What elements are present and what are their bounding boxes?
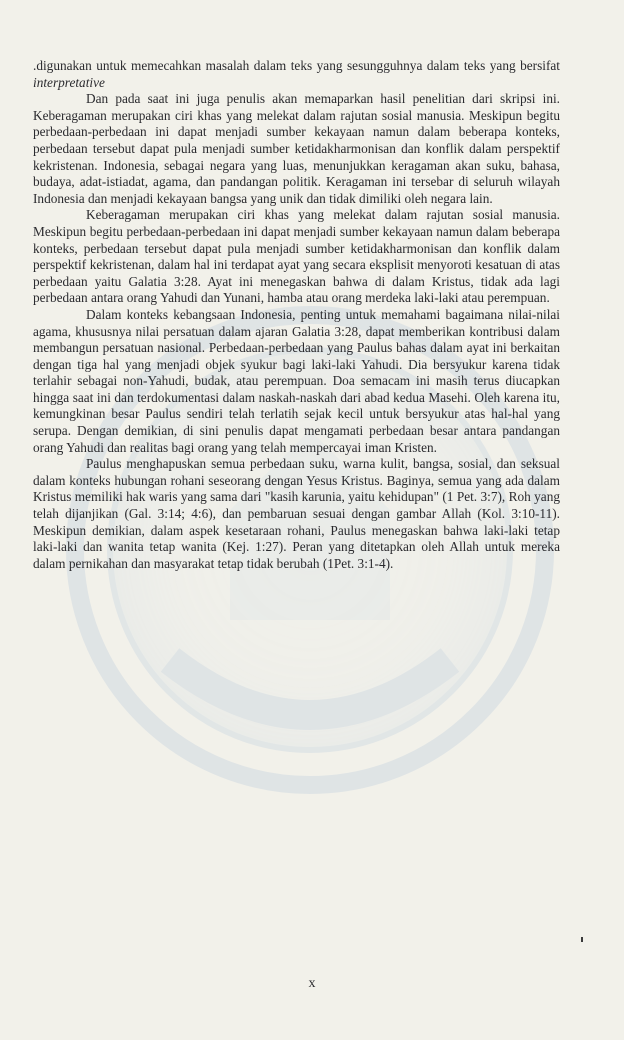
paragraph-continuation-text: .digunakan untuk memecahkan masalah dalam teks yang sesungguhnya dalam teks yang bersifat (33, 58, 560, 73)
page-number: x (308, 976, 316, 991)
paragraph-3: Dalam konteks kebangsaan Indonesia, penting untuk memahami bagaimana nilai-nilai agama, khususnya nilai persatuan dalam ajaran Galatia 3:28, dapat memberikan kontribusi dalam membangun persatuan nasional. Perbedaan-perbedaan yang Paulus bahas dalam ayat ini berkaitan dengan tiga hal yang menjadi objek syukur bagi laki-laki Yahudi. Dia bersyukur karena tidak terlahir sebagai non-Yahudi, budak, atau perempuan. Doa semacam ini masih terus diucapkan hingga saat ini dan terdokumentasi dalam naskah-naskah dari abad kedua Masehi. Oleh karena itu, kemungkinan besar Paulus sendiri telah terlatih sejak kecil untuk bersyukur atas hal-hal yang serupa. Dengan demikian, di sini penulis dapat mengamati perbedaan besar antara pandangan orang Yahudi dan realitas bagi orang yang telah mempercayai iman Kristen. (33, 306, 560, 455)
document-body (33, 58, 560, 572)
paragraph-continuation (33, 58, 560, 91)
scan-speck (581, 937, 583, 942)
paragraph-4: Paulus menghapuskan semua perbedaan suku, warna kulit, bangsa, sosial, dan seksual dalam konteks hubungan rohani seseorang dengan Yesus Kristus. Baginya, semua yang ada dalam Kristus memiliki hak waris yang sama dari "kasih karunia, yaitu kehidupan" (1 Pet. 3:7), Roh yang telah dijanjikan (Gal. 3:14; 4:6), dan pembaruan sesuai dengan gambar Allah (Kol. 3:10-11). Meskipun demikian, dalam aspek kesetaraan rohani, Paulus menegaskan bahwa laki-laki tetap laki-laki dan wanita tetap wanita (Kej. 1:27). Peran yang ditetapkan oleh Allah untuk mereka dalam pernikahan dan masyarakat tetap tidak berubah (1Pet. 3:1-4). (33, 456, 560, 571)
emphasis-term: interpretative (33, 74, 105, 90)
paragraph-1: Dan pada saat ini juga penulis akan memaparkan hasil penelitian dari skripsi ini. Keberagaman merupakan ciri khas yang melekat dalam rajutan sosial manusia. Meskipun begitu perbedaan-perbedaan ini dapat menjadi sumber kekayaan namun dalam beberapa konteks, perbedaan tersebut dapat pula menjadi sumber ketidakharmonisan dan konflik dalam perspektif kekristenan. Indonesia, sebagai negara yang luas, menunjukkan keragaman akan suku, bahasa, budaya, adat-istiadat, agama, dan pandangan politik. Keragaman ini tersebar di seluruh wilayah Indonesia dan menjadi kekayaan bangsa yang unik dan tidak dimiliki oleh negara lain. (33, 91, 560, 206)
paragraph-2: Keberagaman merupakan ciri khas yang melekat dalam rajutan sosial manusia. Meskipun begitu perbedaan-perbedaan ini dapat menjadi sumber kekayaan namun dalam beberapa konteks, perbedaan tersebut dapat pula menjadi sumber ketidakharmonisan dan konflik dalam perspektif kekristenan, dalam hal ini terdapat ayat yang secara eksplisit menyoroti kesatuan di atas perbedaan yaitu Galatia 3:28. Ayat ini menegaskan bahwa di dalam Kristus, tidak ada lagi perbedaan antara orang Yahudi dan Yunani, hamba atau orang merdeka laki-laki atau perempuan. (33, 207, 560, 306)
